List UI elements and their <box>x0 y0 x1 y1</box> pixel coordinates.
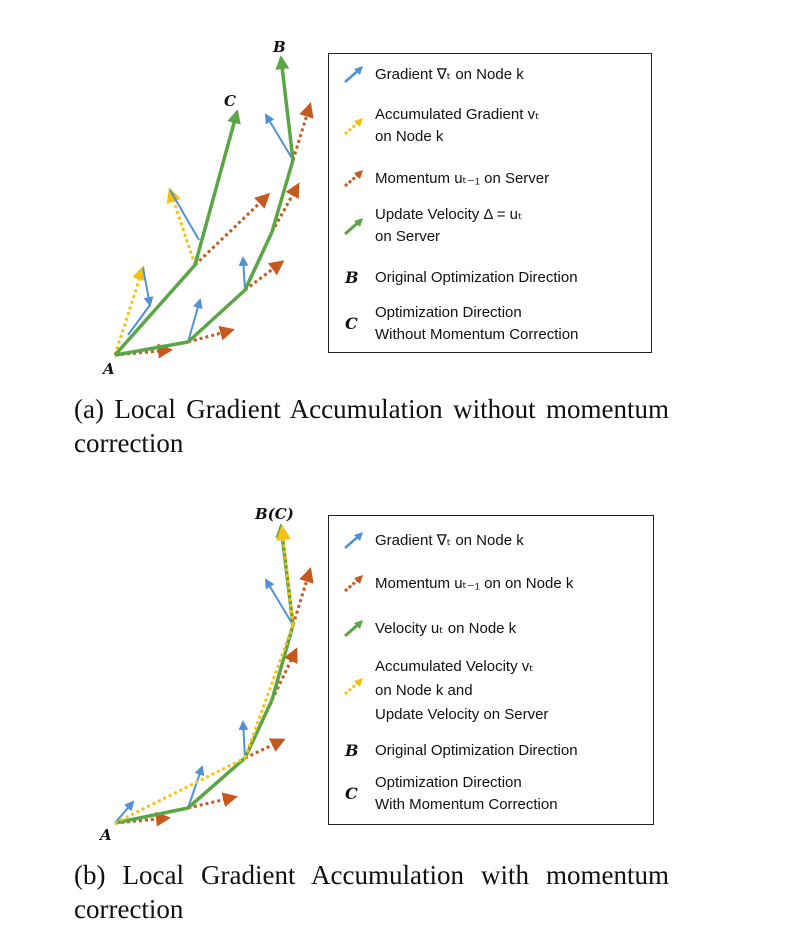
yellow-dotted-arrow-icon <box>341 114 367 138</box>
velocity-arrow <box>245 700 272 758</box>
legend-text: Accumulated Velocity vₜ <box>375 658 534 675</box>
legend-text: Original Optimization Direction <box>375 742 578 759</box>
gradient-arrow <box>243 722 245 758</box>
legend-text: Momentum uₜ₋₁ on Server <box>375 170 550 187</box>
orange-dotted-arrow-icon <box>341 166 367 190</box>
legend-letter-b: B <box>345 268 359 287</box>
accumulated-velocity-arrow <box>115 758 245 823</box>
point-label-b: B <box>273 38 286 56</box>
legend-text: Velocity uₜ on Node k <box>375 620 517 637</box>
point-label-c: C <box>224 92 236 110</box>
update-velocity-arrow <box>188 290 245 342</box>
velocity-arrow <box>272 625 293 700</box>
gradient-arrow <box>170 190 199 240</box>
caption-a: (a) Local Gradient Accumulation without momentum correction <box>74 394 669 458</box>
legend-b <box>328 515 654 825</box>
point-label-a: A <box>103 360 115 378</box>
yellow-dotted-arrow-icon <box>341 674 367 698</box>
legend-letter-c: C <box>345 784 358 803</box>
legend-text: Optimization Direction <box>375 774 522 791</box>
legend-text: Gradient ∇ₜ on Node k <box>375 532 524 549</box>
caption-b: (b) Local Gradient Accumulation with momentum correction <box>74 860 669 924</box>
legend-text: With Momentum Correction <box>375 796 558 813</box>
legend-letter-b: B <box>345 741 359 760</box>
gradient-arrow <box>143 268 150 305</box>
gradient-arrow <box>243 258 245 290</box>
green-solid-arrow-icon <box>341 214 367 238</box>
momentum-arrow <box>293 105 310 160</box>
update-velocity-arrow <box>195 112 237 265</box>
green-solid-arrow-icon <box>341 616 367 640</box>
legend-text: Update Velocity on Server <box>375 706 549 723</box>
legend-a <box>328 53 652 353</box>
point-label-a: A <box>100 826 112 844</box>
accumulated-gradient-arrow <box>115 268 143 355</box>
legend-letter-c: C <box>345 314 358 333</box>
legend-text: Update Velocity Δ = uₜ <box>375 206 523 223</box>
legend-text: on Server <box>375 228 441 245</box>
orange-dotted-arrow-icon <box>341 571 367 595</box>
point-label-bc: B(C) <box>255 505 294 523</box>
update-velocity-arrow <box>272 160 293 232</box>
momentum-arrow <box>293 570 310 625</box>
diagram-a <box>60 30 340 380</box>
accumulated-velocity-arrow <box>245 625 293 758</box>
legend-text: on Node k and <box>375 682 473 699</box>
legend-text: Gradient ∇ₜ on Node k <box>375 66 524 83</box>
update-velocity-arrow <box>245 232 272 290</box>
legend-text: Original Optimization Direction <box>375 269 578 286</box>
legend-text: Optimization Direction <box>375 304 522 321</box>
legend-text: Accumulated Gradient vₜ <box>375 106 540 123</box>
blue-solid-arrow-icon <box>341 528 367 552</box>
legend-text: Without Momentum Correction <box>375 326 579 343</box>
legend-text: Momentum uₜ₋₁ on on Node k <box>375 575 574 592</box>
diagram-b <box>60 495 340 845</box>
blue-solid-arrow-icon <box>341 62 367 86</box>
legend-text: on Node k <box>375 128 444 145</box>
